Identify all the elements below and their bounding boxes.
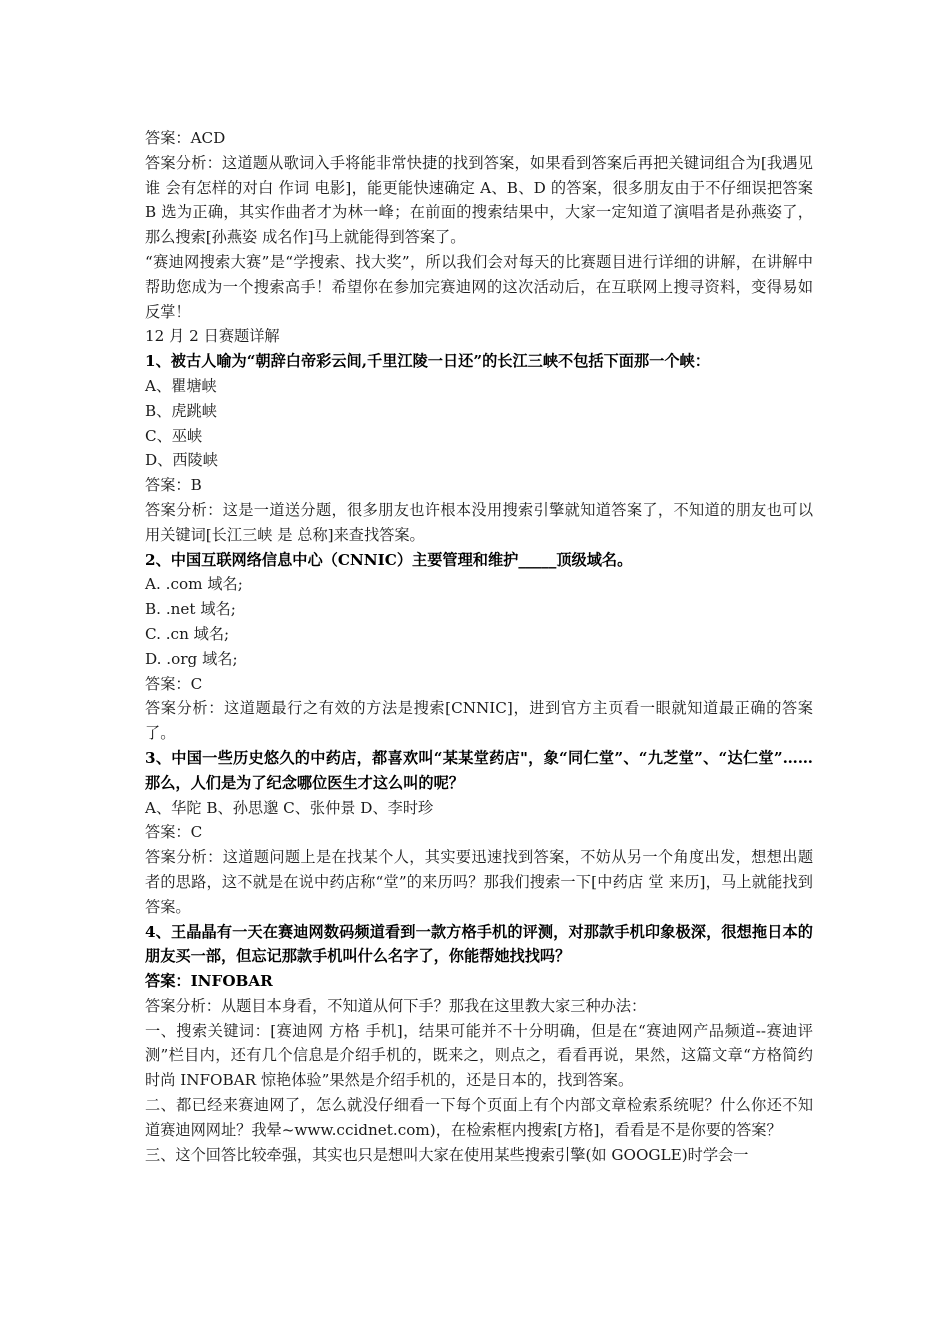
question-2: 2、中国互联网络信息中心（CNNIC）主要管理和维护_____顶级域名。 [145,550,633,569]
answer-line: 答案：ACD [145,129,226,147]
answer-line: 答案：C [145,823,203,842]
option-d: D、西陵峡 [145,451,218,470]
section-heading: 12 月 2 日赛题详解 [145,327,280,346]
contest-intro: “赛迪网搜索大赛”是“学搜索、找大奖”，所以我们会对每天的比赛题目进行详细的讲解，在讲解中帮助您成为一个搜索高手！希望你在参加完赛迪网的这次活动后，在互联网上搜寻资料，变得易如反掌！ [145,252,813,321]
answer-line: 答案：B [145,476,202,495]
answer-analysis: 答案分析：这是一道送分题，很多朋友也许根本没用搜索引擎就知道答案了，不知道的朋友也可以用关键词[长江三峡 是 总称]来查找答案。 [145,500,813,544]
option-b: B、虎跳峡 [145,401,217,420]
document-body [145,126,813,1167]
answer-analysis: 答案分析：从题目本身看，不知道从何下手？那我在这里教大家三种办法： [145,996,647,1015]
answer-analysis: 答案分析：这道题最行之有效的方法是搜索[CNNIC]，进到官方主页看一眼就知道最正确的答案了。 [145,699,813,743]
option-b: B. .net 域名; [145,600,236,619]
question-4: 4、王晶晶有一天在赛迪网数码频道看到一款方格手机的评测，对那款手机印象极深，很想拖日本的朋友买一部，但忘记那款手机叫什么名字了，你能帮她找找吗？ [145,922,813,966]
method-one: 一、搜索关键词：[赛迪网 方格 手机]，结果可能并不十分明确，但是在“赛迪网产品频道--赛迪评测”栏目内，还有几个信息是介绍手机的，既来之，则点之，看看再说，果然，这篇文章“方格简约时尚 INFOBAR 惊艳体验”果然是介绍手机的，还是日本的，找到答案。 [145,1021,813,1090]
method-three: 三、这个回答比较牵强，其实也只是想叫大家在使用某些搜索引擎(如 GOOGLE)时学会一 [145,1145,749,1164]
option-d: D. .org 域名; [145,649,238,668]
answer-analysis: 答案分析：这道题从歌词入手将能非常快捷的找到答案，如果看到答案后再把关键词组合为[我遇见谁 会有怎样的对白 作词 电影]，能更能快速确定 A、B、D 的答案，很多朋友由于不仔细误把答案 B 选为正确，其实作曲者才为林一峰；在前面的搜索结果中，大家一定知道了演唱者是孙燕姿了，那么搜索[孙燕姿 成名作]马上就能得到答案了。 [145,153,813,247]
method-two: 二、都已经来赛迪网了，怎么就没仔细看一下每个页面上有个内部文章检索系统呢？什么你还不知道赛迪网网址？我晕~www.ccidnet.com)，在检索框内搜索[方格]，看看是不是你要的答案？ [145,1096,813,1139]
answer-line: 答案：C [145,674,203,693]
option-c: C、巫峡 [145,426,203,445]
option-a: A. .com 域名; [145,575,243,594]
option-a: A、瞿塘峡 [145,376,217,395]
options-inline: A、华陀 B、孙思邈 C、张仲景 D、李时珍 [145,798,434,817]
answer-line: 答案：INFOBAR [145,972,273,991]
option-c: C. .cn 域名; [145,624,230,643]
question-1: 1、被古人喻为“朝辞白帝彩云间,千里江陵一日还”的长江三峡不包括下面那一个峡： [145,352,710,371]
question-3: 3、中国一些历史悠久的中药店，都喜欢叫“某某堂药店"，象“同仁堂”、“九芝堂”、“达仁堂”……那么，人们是为了纪念哪位医生才这么叫的呢？ [145,748,813,792]
answer-analysis: 答案分析：这道题问题上是在找某个人，其实要迅速找到答案，不妨从另一个角度出发，想想出题者的思路，这不就是在说中药店称“堂”的来历吗？那我们搜索一下[中药店 堂 来历]，马上就能找到答案。 [145,848,813,916]
